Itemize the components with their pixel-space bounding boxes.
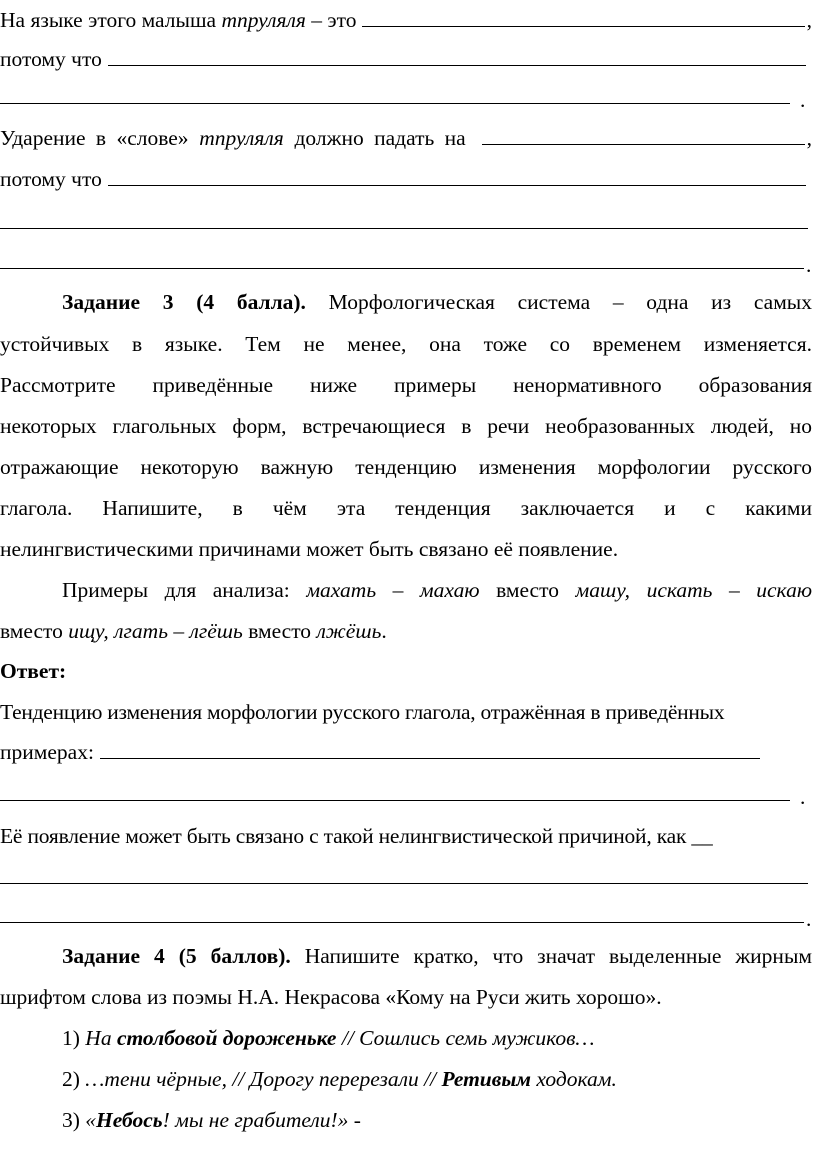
answer-blank[interactable]	[108, 47, 806, 66]
task4-first-line	[0, 942, 812, 970]
answer-blank[interactable]	[0, 883, 808, 884]
italic-word: тпруляля	[221, 8, 306, 32]
bold-word: Небось	[96, 1108, 163, 1132]
quote-item	[62, 1106, 361, 1134]
answer-blank[interactable]	[0, 268, 804, 269]
period: .	[806, 253, 812, 277]
text-line	[0, 45, 808, 73]
task3-first-line	[0, 288, 812, 316]
item-number: 2)	[62, 1067, 80, 1091]
text: вместо	[0, 619, 63, 643]
examples-line	[0, 617, 812, 645]
quote: …тени чёрные, // Дорогу перерезали //	[85, 1067, 437, 1091]
text: Напишите кратко, что значат выделенные жирным	[304, 944, 812, 968]
answer-blank[interactable]	[482, 126, 805, 145]
period: .	[806, 907, 812, 931]
quote: «	[85, 1108, 97, 1132]
answer-line: Тенденцию изменения морфологии русского глагола, отражённая в приведённых	[0, 700, 725, 724]
quote: На	[85, 1026, 112, 1050]
answer-blank[interactable]	[362, 8, 804, 27]
text: потому что	[0, 167, 102, 191]
text-line	[0, 6, 812, 34]
example: ищу, лгать – лгёшь	[68, 619, 243, 643]
text: должно падать на	[294, 126, 466, 150]
task3-line: некоторых глагольных форм, встречающиеся в речи необразованных людей, но	[0, 414, 812, 438]
answer-blank[interactable]	[108, 167, 806, 186]
quote: ! мы не грабители!» -	[162, 1108, 361, 1132]
comma: ,	[806, 126, 812, 150]
text: На языке этого малыша	[0, 8, 217, 32]
text: примерах:	[0, 740, 94, 764]
reason-line: Её появление может быть связано с такой нелингвистической причиной, как __	[0, 824, 713, 848]
bold-word: Ретивым	[441, 1067, 532, 1091]
answer-blank[interactable]	[0, 228, 808, 229]
text: Примеры для анализа:	[62, 578, 290, 602]
text-line	[0, 124, 812, 152]
text: – это	[311, 8, 357, 32]
italic-word: тпруляля	[199, 126, 284, 150]
item-number: 3)	[62, 1108, 80, 1132]
task3-line: отражающие некоторую важную тенденцию изменения морфологии русского	[0, 455, 812, 479]
task3-line: нелингвистическими причинами может быть связано её появление.	[0, 537, 619, 561]
task4-line: шрифтом слова из поэмы Н.А. Некрасова «Кому на Руси жить хорошо».	[0, 985, 662, 1009]
period: .	[800, 785, 806, 809]
comma: ,	[806, 8, 812, 32]
answer-blank[interactable]	[0, 103, 790, 104]
answer-label	[0, 657, 812, 685]
answer-blank[interactable]	[0, 922, 804, 923]
period: .	[800, 88, 806, 112]
example: махать – махаю	[306, 578, 480, 602]
quote-item	[62, 1024, 595, 1052]
task3-title: Задание 3 (4 балла).	[62, 290, 306, 314]
answer-title: Ответ:	[0, 659, 67, 683]
example: машу, искать – искаю	[575, 578, 812, 602]
example: лжёшь	[316, 619, 382, 643]
quote: ходокам.	[536, 1067, 617, 1091]
text: вместо	[496, 578, 559, 602]
text: потому что	[0, 47, 102, 71]
answer-blank[interactable]	[100, 740, 760, 759]
answer-blank[interactable]	[0, 800, 790, 801]
quote-item	[62, 1065, 617, 1093]
task3-line: устойчивых в языке. Тем не менее, она тоже со временем изменяется.	[0, 332, 812, 356]
task3-line: Рассмотрите приведённые ниже примеры ненормативного образования	[0, 373, 812, 397]
quote: // Сошлись семь мужиков…	[341, 1026, 595, 1050]
examples-line	[0, 576, 812, 604]
text: Ударение в «слове»	[0, 126, 189, 150]
task3-line: глагола. Напишите, в чём эта тенденция заключается и с какими	[0, 496, 812, 520]
task4-title: Задание 4 (5 баллов).	[62, 944, 291, 968]
item-number: 1)	[62, 1026, 80, 1050]
text-line	[0, 165, 808, 193]
period: .	[381, 619, 387, 643]
text: вместо	[248, 619, 312, 643]
bold-word: столбовой дороженьке	[116, 1026, 337, 1050]
text: Морфологическая система – одна из самых	[328, 290, 812, 314]
answer-line	[0, 738, 762, 766]
